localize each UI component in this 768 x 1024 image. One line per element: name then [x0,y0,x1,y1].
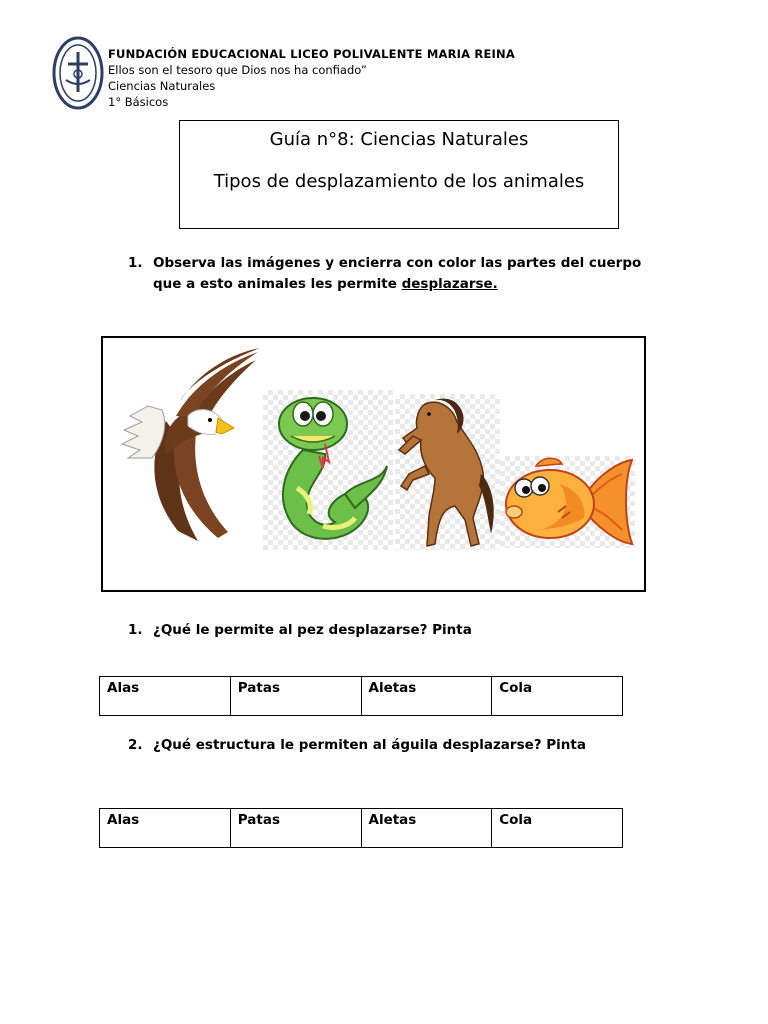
school-seal-icon [52,36,104,110]
instruction-number: 1. [128,255,143,271]
snake-icon [263,390,393,550]
option-aletas[interactable]: Aletas [361,677,492,716]
answer-table-eagle [99,808,623,848]
option-cola[interactable]: Cola [492,809,623,848]
option-aletas[interactable]: Aletas [361,809,492,848]
question-number: 2. [128,737,143,753]
option-patas[interactable]: Patas [230,809,361,848]
subject-label: Ciencias Naturales [108,79,216,93]
guide-subtitle: Tipos de desplazamiento de los animales [213,171,585,192]
question-1 [128,620,648,642]
answer-table-fish [99,676,623,716]
horse-icon [395,394,500,550]
eagle-icon [118,346,263,546]
instruction-text-line2: que a esto animales les permite desplazarse. [153,276,498,292]
option-patas[interactable]: Patas [230,677,361,716]
underlined-word: desplazarse. [401,276,498,292]
guide-title: Guía n°8: Ciencias Naturales [269,129,529,150]
option-cola[interactable]: Cola [492,677,623,716]
animals-image-frame [101,336,646,592]
school-motto: Ellos son el tesoro que Dios nos ha confiado” [108,63,367,77]
foundation-name: FUNDACIÓN EDUCACIONAL LICEO POLIVALENTE MARIA REINA [108,47,515,61]
instruction-text-line1: Observa las imágenes y encierra con color las partes del cuerpo [153,255,642,271]
grade-label: 1° Básicos [108,95,169,109]
question-2 [128,735,688,757]
option-alas[interactable]: Alas [100,809,231,848]
title-box [179,120,619,229]
fish-icon [500,456,635,548]
question-text: ¿Qué estructura le permiten al águila desplazarse? Pinta [153,737,586,753]
option-alas[interactable]: Alas [100,677,231,716]
question-number: 1. [128,622,143,638]
question-text: ¿Qué le permite al pez desplazarse? Pinta [153,622,472,638]
instruction [128,253,648,297]
